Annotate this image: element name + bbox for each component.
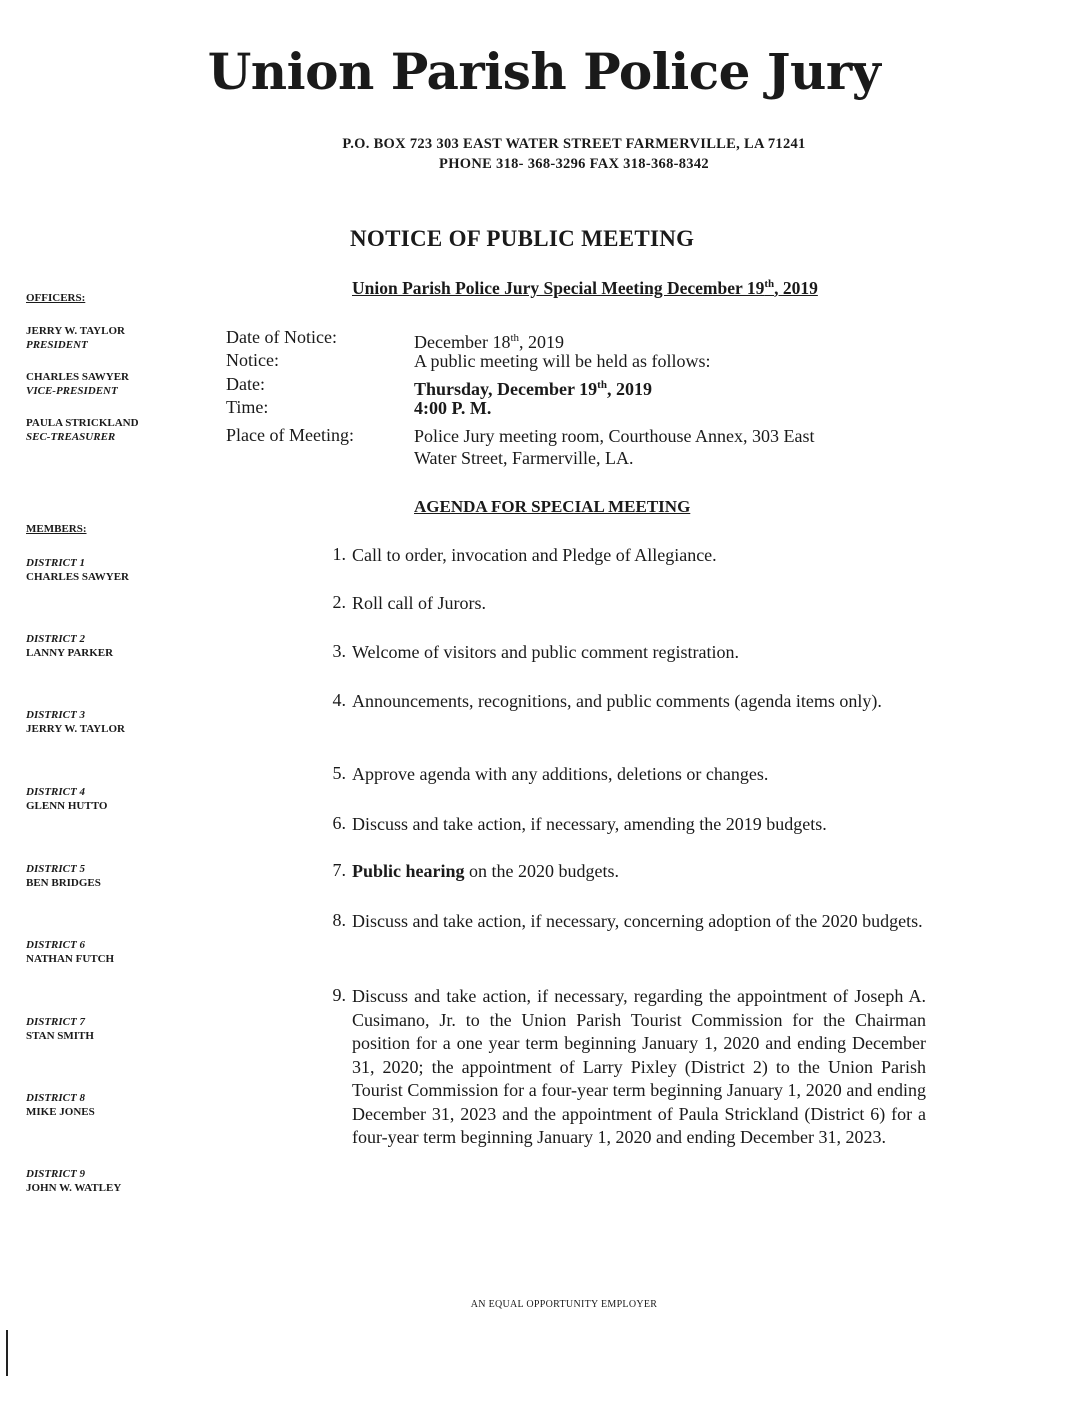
footer-text: AN EQUAL OPPORTUNITY EMPLOYER [470,1299,658,1310]
agenda-item: Public hearing on the 2020 budgets. [352,861,620,881]
member-entry: DISTRICT 7 STAN SMITH [26,1016,94,1042]
agenda-item: Discuss and take action, if necessary, amending the 2019 budgets. [352,814,827,834]
agenda-item: Approve agenda with any additions, deletions or changes. [352,764,769,784]
member-entry: DISTRICT 2 LANNY PARKER [26,633,114,659]
date-value: Thursday, December 19th, 2019 [414,379,652,399]
date-label: Date: [226,374,265,394]
meeting-subtitle: Union Parish Police Jury Special Meeting December 19th, 2019 [352,278,818,298]
place-label: Place of Meeting: [226,425,354,445]
notice-value: A public meeting will be held as follows: [414,351,711,371]
scan-margin-line [6,1330,8,1376]
member-entry: DISTRICT 1 CHARLES SAWYER [26,557,129,583]
agenda-item: Welcome of visitors and public comment registration. [352,642,739,662]
notice-heading: NOTICE OF PUBLIC MEETING [350,226,695,251]
agenda-item-number: 2. [332,592,346,612]
agenda-heading: AGENDA FOR SPECIAL MEETING [414,497,691,516]
member-entry: DISTRICT 3 JERRY W. TAYLOR [26,709,125,735]
officer-entry: PAULA STRICKLAND SEC-TREASURER [26,417,139,443]
member-entry: DISTRICT 4 GLENN HUTTO [26,786,108,812]
agenda-item-number: 5. [332,763,346,783]
phone-fax-line: PHONE 318- 368-3296 FAX 318-368-8342 [439,156,709,172]
member-entry: DISTRICT 6 NATHAN FUTCH [26,939,115,965]
agenda-item-number: 1. [332,544,346,564]
place-value: Police Jury meeting room, Courthouse Annex, 303 East Water Street, Farmerville, LA. [414,426,815,468]
member-entry: DISTRICT 9 JOHN W. WATLEY [26,1168,122,1194]
date-of-notice-label: Date of Notice: [226,327,337,347]
time-value: 4:00 P. M. [414,398,492,418]
agenda-item: Discuss and take action, if necessary, concerning adoption of the 2020 budgets. [352,911,923,931]
member-entry: DISTRICT 5 BEN BRIDGES [26,863,101,889]
officers-heading: OFFICERS: [26,292,86,304]
agenda-item: Call to order, invocation and Pledge of Allegiance. [352,545,717,565]
agenda-item: Discuss and take action, if necessary, regarding the appointment of Joseph A. Cusimano, Jr. to the Union Parish Tourist Commission for the Chairman position for a one year term beginning January 1, 2020 and ending December 31, 2020; the appointment of Larry Pixley (District 2) to the Union Parish Tourist Commission for a four-year term beginning January 1, 2020 and ending December 31, 2023 and the appointment of Paula Strickland (District 6) for a four-year term beginning January 1, 2020 and ending December 31, 2023. [352,986,926,1147]
agenda-item-number: 7. [332,860,346,880]
date-of-notice-value: December 18th, 2019 [414,332,565,352]
agenda-item-number: 6. [332,813,346,833]
agenda-item: Roll call of Jurors. [352,593,486,613]
time-label: Time: [226,397,269,417]
address-line: P.O. BOX 723 303 EAST WATER STREET FARMERVILLE, LA 71241 [342,136,806,152]
notice-label: Notice: [226,350,279,370]
agenda-item-number: 3. [332,641,346,661]
officer-entry: CHARLES SAWYER VICE-PRESIDENT [26,371,129,397]
members-heading: MEMBERS: [26,523,87,535]
agenda-item: Announcements, recognitions, and public comments (agenda items only). [352,691,882,711]
member-entry: DISTRICT 8 MIKE JONES [26,1092,95,1118]
agenda-item-number: 9. [332,985,346,1005]
officer-entry: JERRY W. TAYLOR PRESIDENT [26,325,125,351]
agenda-item-number: 4. [332,690,346,710]
organization-title: Union Parish Police Jury [207,42,881,101]
agenda-item-number: 8. [332,910,346,930]
